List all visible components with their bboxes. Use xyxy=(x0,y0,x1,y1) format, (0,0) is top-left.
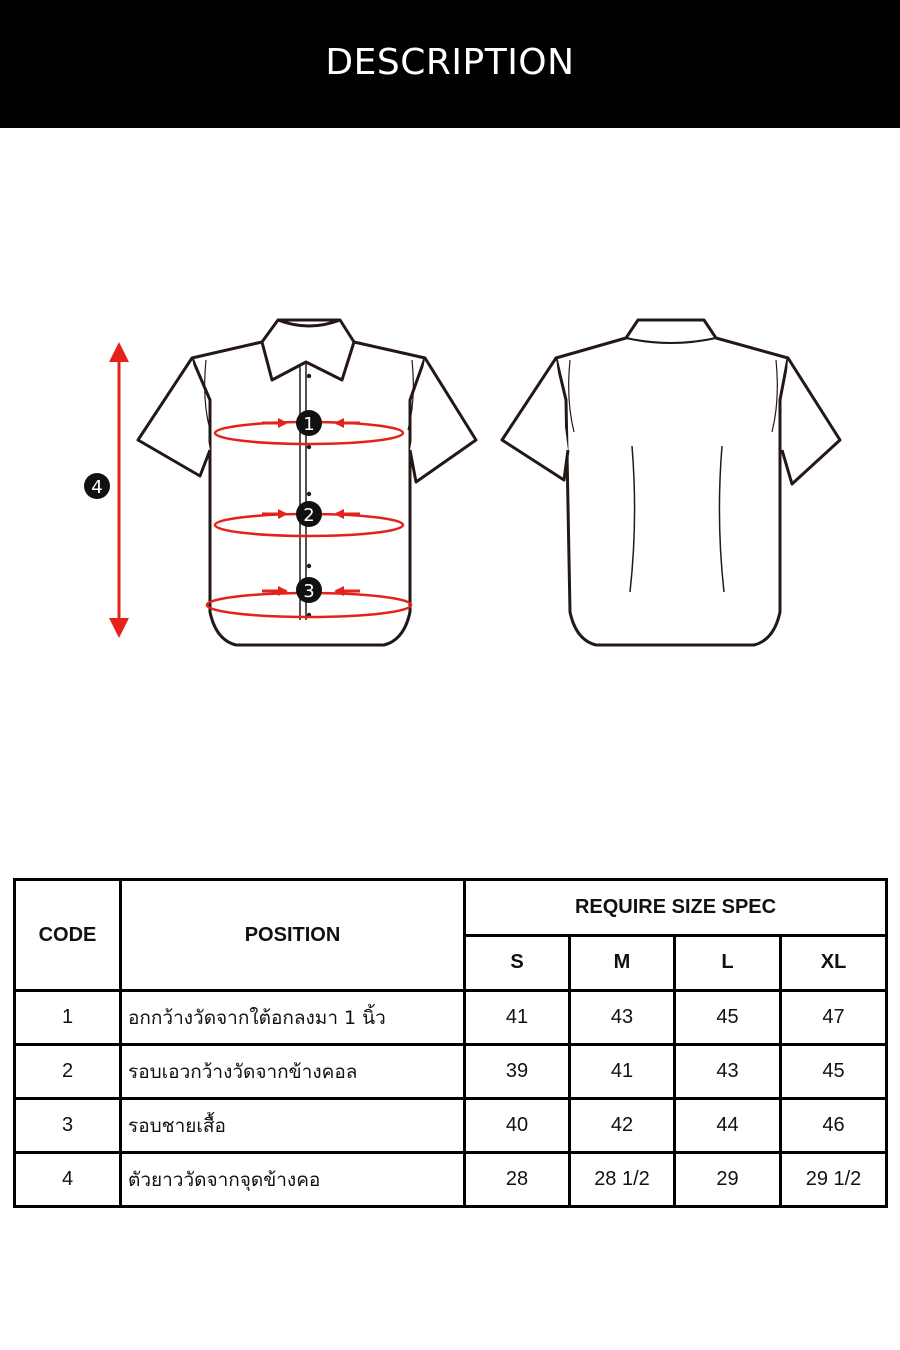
marker-2 xyxy=(296,501,322,527)
table-row xyxy=(15,1153,887,1207)
header-bar xyxy=(0,0,900,128)
row-code: 4 xyxy=(15,1153,121,1207)
row-position: อกกว้างวัดจากใต้อกลงมา 1 นิ้ว xyxy=(121,991,465,1045)
table-row xyxy=(15,1045,887,1099)
marker-1 xyxy=(296,410,322,436)
row-position: รอบเอวกว้างวัดจากข้างคอล xyxy=(121,1045,465,1099)
marker-label: 4 xyxy=(91,477,103,498)
size-header-s: S xyxy=(465,935,570,991)
value-l: 43 xyxy=(675,1045,781,1099)
value-m: 42 xyxy=(570,1099,675,1153)
value-l: 44 xyxy=(675,1099,781,1153)
table-row xyxy=(15,991,887,1045)
row-position: รอบชายเสื้อ xyxy=(121,1099,465,1153)
value-xl: 29 1/2 xyxy=(781,1153,887,1207)
position-header: POSITION xyxy=(121,880,465,991)
value-l: 45 xyxy=(675,991,781,1045)
value-m: 41 xyxy=(570,1045,675,1099)
marker-label: 3 xyxy=(303,581,315,602)
size-header-l: L xyxy=(675,935,781,991)
value-m: 43 xyxy=(570,991,675,1045)
marker-4 xyxy=(84,473,110,499)
value-s: 41 xyxy=(465,991,570,1045)
length-arrow xyxy=(109,342,129,638)
row-position: ตัวยาววัดจากจุดข้างคอ xyxy=(121,1153,465,1207)
row-code: 2 xyxy=(15,1045,121,1099)
page-title: DESCRIPTION xyxy=(325,41,575,83)
size-header-m: M xyxy=(570,935,675,991)
spec-header: REQUIRE SIZE SPEC xyxy=(465,880,887,936)
value-xl: 45 xyxy=(781,1045,887,1099)
value-l: 29 xyxy=(675,1153,781,1207)
shirt-diagram xyxy=(0,300,900,660)
value-s: 39 xyxy=(465,1045,570,1099)
size-spec-table xyxy=(13,878,888,1208)
value-xl: 46 xyxy=(781,1099,887,1153)
value-s: 28 xyxy=(465,1153,570,1207)
table-row xyxy=(15,1099,887,1153)
value-m: 28 1/2 xyxy=(570,1153,675,1207)
marker-label: 2 xyxy=(303,505,315,526)
marker-label: 1 xyxy=(303,414,315,435)
shirt-back-icon xyxy=(502,320,840,645)
row-code: 3 xyxy=(15,1099,121,1153)
value-s: 40 xyxy=(465,1099,570,1153)
size-header-xl: XL xyxy=(781,935,887,991)
marker-3 xyxy=(296,577,322,603)
row-code: 1 xyxy=(15,991,121,1045)
code-header: CODE xyxy=(15,880,121,991)
header-row xyxy=(15,880,887,936)
value-xl: 47 xyxy=(781,991,887,1045)
